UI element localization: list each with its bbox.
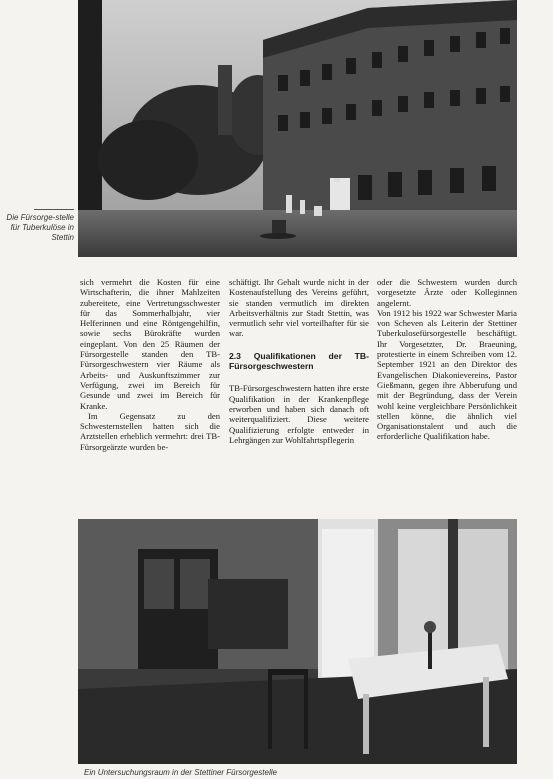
caption-rule	[34, 209, 74, 210]
photo-caption-side	[6, 209, 74, 243]
column2-paragraph1: schäftigt. Ihr Gehalt wurde nicht in der Kostenaufstellung des Vereins geführt, sie standen vermutlich im direkten Arbeitsverhältnis zur Stadt Stettin, was vermutlich sehr viel vorteilhafter für sie war.	[229, 277, 369, 339]
column1-paragraph2: Im Gegensatz zu den Schwesternstellen hatten sich die Arztstellen erheblich vermehrt: drei TB-Fürsorgeärzte wurden be-	[80, 410, 220, 452]
column1-paragraph1: sich vermehrt die Kosten für eine Wirtschafterin, die ihner Mahlzeiten zubereitete, eine Vertretungsschwester für das Sommerhalbjahr, vier Helferinnen und eine Röntgengehilfin, sowie sechs Bürokräfte wurden eingeplant. Von den 25 Räumen der Fürsorgestelle standen den TB-Fürsorgeschwestern vier Räume als Arbeits- und Auskunftszimmer zur Verfügung, zwei im Bereich für Gesunde und zwei im Bereich für Kranke.	[80, 277, 220, 411]
building-photo-image	[78, 0, 517, 257]
column2-paragraph2: TB-Fürsorgeschwestern hatten ihre erste Qualifikation in der Krankenpflege erworben und haben sich danach oft weiterqualifiziert. Diese weitere Qualifizierung erfolgte entweder in Lehrgängen zur Wohlfahrtspflegerin	[229, 383, 369, 445]
examination-room-photo	[78, 519, 517, 764]
caption-side-text: Die Fürsorge-stelle für Tuberkulöse in Stettin	[6, 213, 74, 242]
photo-caption-bottom: Ein Untersuchungsraum in der Stettiner Fürsorgestelle	[84, 768, 277, 777]
text-column-2	[229, 277, 369, 445]
column3-paragraph1: oder die Schwestern wurden durch vorgesetzte Ärzte oder Kolleginnen angelernt.	[377, 277, 517, 308]
examination-room-image	[78, 519, 517, 764]
text-column-3	[377, 277, 517, 442]
text-column-1	[80, 277, 220, 452]
building-photo	[78, 0, 517, 257]
section-heading: 2.3 Qualifikationen der TB-Fürsorgeschwestern	[229, 350, 369, 372]
column3-paragraph2: Von 1912 bis 1922 war Schwester Maria von Scheven als Leiterin der Stettiner Tuberkulosefürsorgestelle beschäftigt. Ihr Vorgesetzter, Dr. Braeuning, protestierte in einem Schreiben vom 12. September 1921 an den Direktor des Evangelischen Diakonievereins, Pastor Gießmann, gegen ihre Abberufung und mit der Begründung, dass der Verein wohl keine vergleichbare Persönlichkeit stellen könne, die ähnlich viel Organisationstalent und auch die erforderliche Qualifikation habe.	[377, 307, 517, 442]
